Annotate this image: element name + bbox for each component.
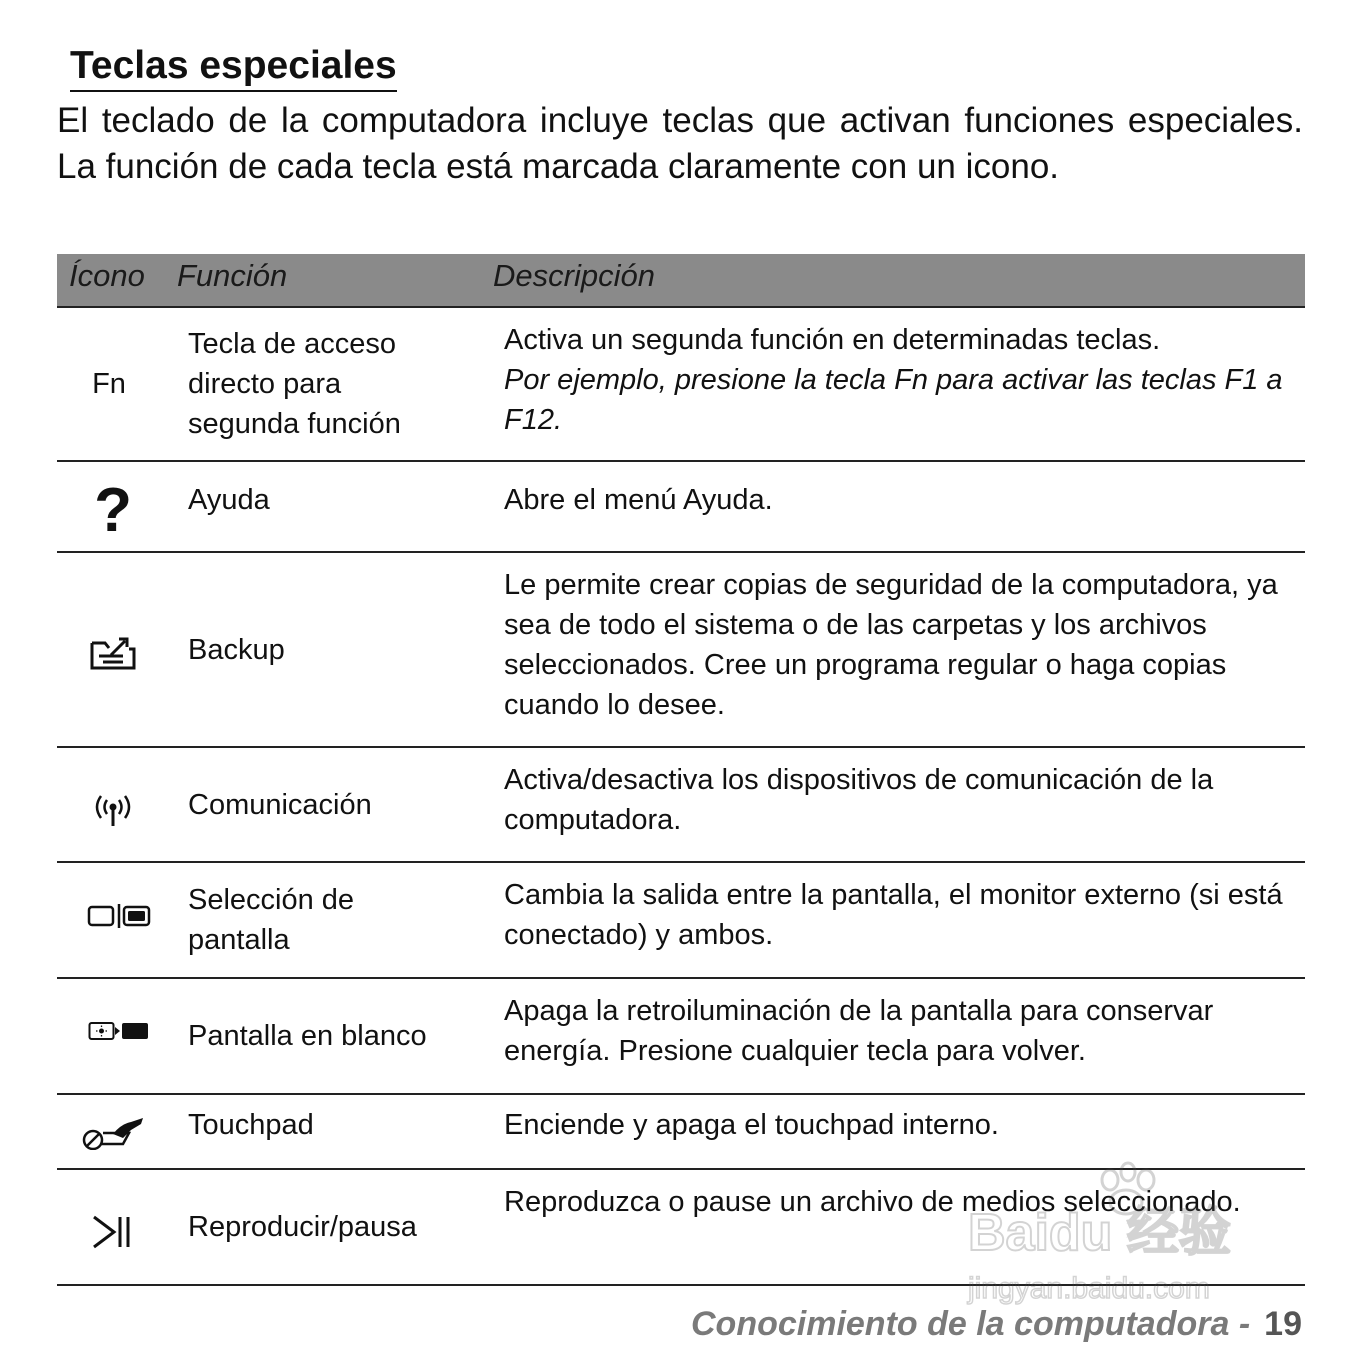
function-description: Abre el menú Ayuda. — [504, 484, 773, 516]
table-row — [57, 553, 1305, 748]
function-name: Ayuda — [188, 484, 270, 516]
table-row — [57, 748, 1305, 863]
description-example: Por ejemplo, presione la tecla Fn para activar las teclas F1 a F12. — [504, 364, 1283, 436]
fn-key-icon — [57, 308, 169, 460]
function-description: Cambia la salida entre la pantalla, el monitor externo (si está conectado) y ambos. — [504, 879, 1283, 951]
play-pause-icon — [57, 1170, 169, 1284]
function-name: Touchpad — [188, 1109, 314, 1141]
help-icon — [57, 462, 169, 551]
table-header — [57, 254, 1305, 308]
fn-key-label: Fn — [92, 368, 126, 400]
function-description: Le permite crear copias de seguridad de la computadora, ya sea de todo el sistema o de las carpetas y los archivos seleccionados. Cree un programa regular o haga copias cuando lo desee. — [504, 569, 1278, 721]
wireless-icon — [57, 748, 169, 861]
function-name: Pantalla en blanco — [188, 1020, 427, 1052]
function-description: Apaga la retroiluminación de la pantalla para conservar energía. Presione cualquier tecla para volver. — [504, 995, 1214, 1067]
table-row — [57, 863, 1305, 979]
special-keys-table — [57, 254, 1305, 1286]
table-row — [57, 979, 1305, 1095]
intro-paragraph: El teclado de la computadora incluye teclas que activan funciones especiales. La función de cada tecla está marcada claramente con un icono. — [57, 101, 1303, 186]
backup-icon — [57, 553, 169, 746]
footer-chapter: Conocimiento de la computadora - — [691, 1305, 1251, 1343]
screen-blank-icon — [57, 979, 175, 1093]
header-icon: Ícono — [69, 258, 145, 293]
touchpad-toggle-icon — [57, 1095, 169, 1168]
help-icon-glyph: ? — [94, 475, 132, 545]
function-description: Enciende y apaga el touchpad interno. — [504, 1109, 999, 1141]
header-description: Descripción — [493, 258, 655, 293]
description-main: Activa un segunda función en determinadas teclas. — [504, 324, 1161, 356]
page-number: 19 — [1264, 1305, 1302, 1343]
table-row — [57, 1170, 1305, 1286]
function-name: Comunicación — [188, 788, 372, 821]
function-description: Activa/desactiva los dispositivos de comunicación de la computadora. — [504, 764, 1214, 836]
table-row — [57, 1095, 1305, 1170]
page-footer — [691, 1305, 1302, 1344]
watermark-brand: Baidu 经验 — [968, 1204, 1231, 1262]
display-toggle-icon — [57, 863, 175, 977]
function-name: Selección de pantalla — [188, 884, 355, 956]
function-description: Reproduzca o pause un archivo de medios seleccionado. — [504, 1186, 1241, 1218]
function-description — [504, 320, 1294, 440]
table-row — [57, 462, 1305, 553]
page-title: Teclas especiales — [70, 44, 397, 92]
function-name: Backup — [188, 633, 285, 666]
watermark-url: jingyan.baidu.com — [968, 1272, 1210, 1305]
table-row — [57, 308, 1305, 462]
function-name: Tecla de acceso directo para segunda función — [188, 328, 401, 440]
header-function: Función — [177, 258, 288, 293]
function-name: Reproducir/pausa — [188, 1211, 417, 1243]
